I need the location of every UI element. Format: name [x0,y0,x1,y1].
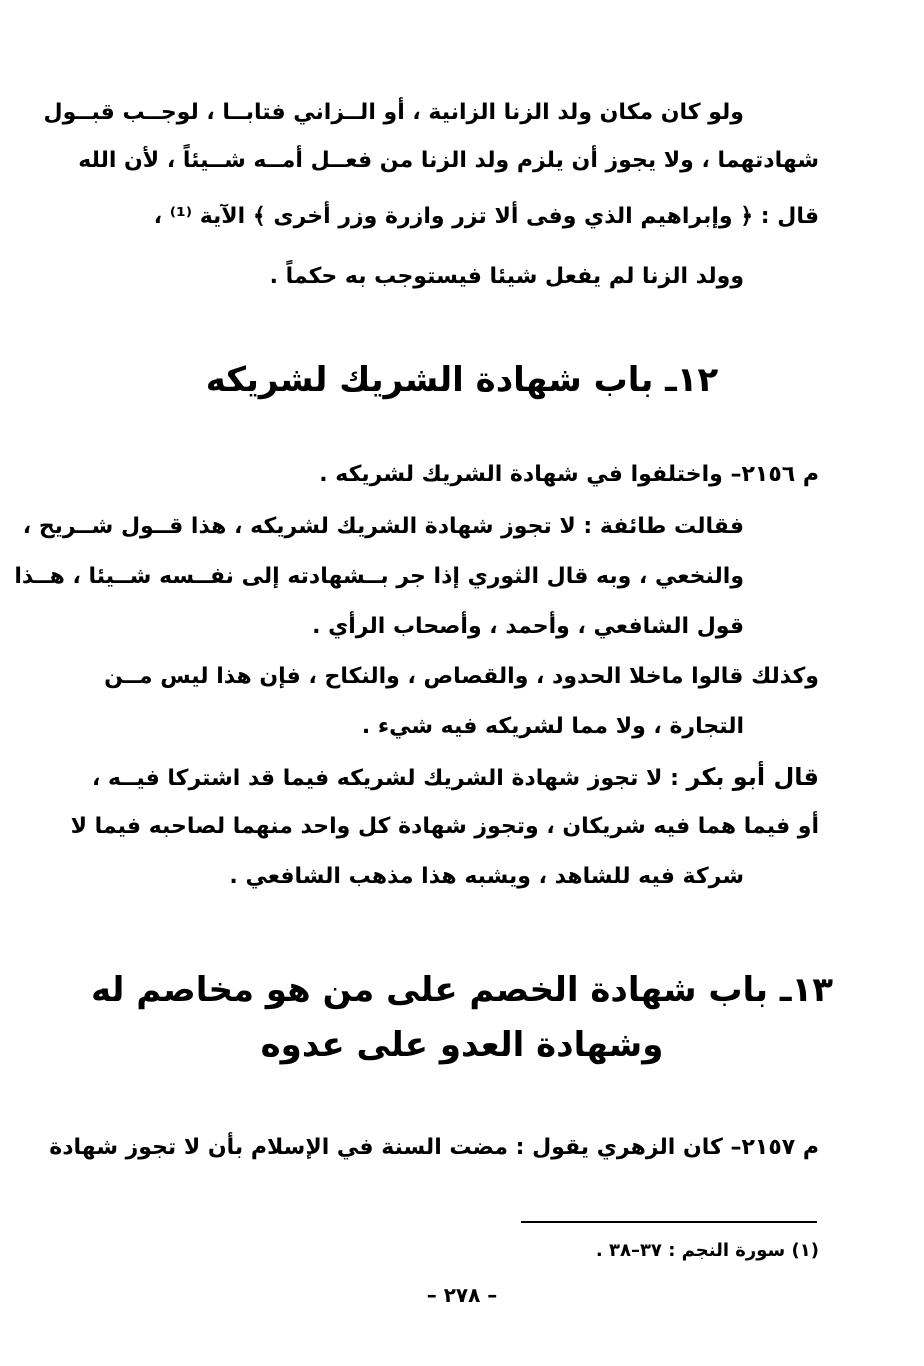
body-line-s12-5: التجارة ، ولا مما لشريكه فيه شيء . [361,714,744,739]
entry-line-2157: م ٢١٥٧– كان الزهري يقول : مضت السنة في الإسلام بأن لا تجوز شهادة [49,1135,819,1160]
body-line-s12-6: أو فيما هما فيه شريكان ، وتجوز شهادة كل واحد منهما لصاحبه فيما لا [70,814,819,839]
abubakr-line [91,762,819,794]
entry-line-2156: م ٢١٥٦– واختلفوا في شهادة الشريك لشريكه . [319,462,819,487]
page-number: – ٢٧٨ – [426,1283,498,1307]
body-line-s12-1: فقالت طائفة : لا تجوز شهادة الشريك لشريكه ، هذا قــول شــريح ، [22,514,744,539]
body-line-s12-3: قول الشافعي ، وأحمد ، وأصحاب الرأي . [312,614,744,639]
body-line-s12-7: شركة فيه للشاهد ، ويشبه هذا مذهب الشافعي . [229,864,744,889]
body-line-1: ولو كان مكان ولد الزنا الزانية ، أو الــزاني فتابــا ، لوجــب قبــول [43,100,744,125]
footnote-divider [521,1221,817,1223]
section-heading-13-line-1: ١٣ـ باب شهادة الخصم على من هو مخاصم له [90,970,834,1010]
footnote-1: (١) سورة النجم : ٣٧–٣٨ . [595,1240,819,1261]
body-line-4: وولد الزنا لم يفعل شيئا فيستوجب به حكماً . [269,264,744,289]
section-heading-13-line-2: وشهادة العدو على عدوه [260,1025,664,1065]
body-line-quran-citation: قال : ﴿ وإبراهيم الذي وفى ألا تزر وازرة وزر أخرى ﴾ الآية ⁽¹⁾ ، [153,204,819,229]
abubakr-label: قال أبو بكر [686,763,819,791]
section-heading-12: ١٢ـ باب شهادة الشريك لشريكه [205,360,719,400]
body-line-s12-4: وكذلك قالوا ماخلا الحدود ، والقصاص ، والنكاح ، فإن هذا ليس مــن [104,664,819,689]
body-line-s12-2: والنخعي ، وبه قال الثوري إذا جر بــشهادته إلى نفــسه شــيئا ، هــذا [14,564,744,589]
body-line-2: شهادتهما ، ولا يجوز أن يلزم ولد الزنا من فعــل أمــه شــيئاً ، لأن الله [78,148,819,173]
abubakr-text: : لا تجوز شهادة الشريك لشريكه فيما قد اشتركا فيــه ، [91,766,687,791]
